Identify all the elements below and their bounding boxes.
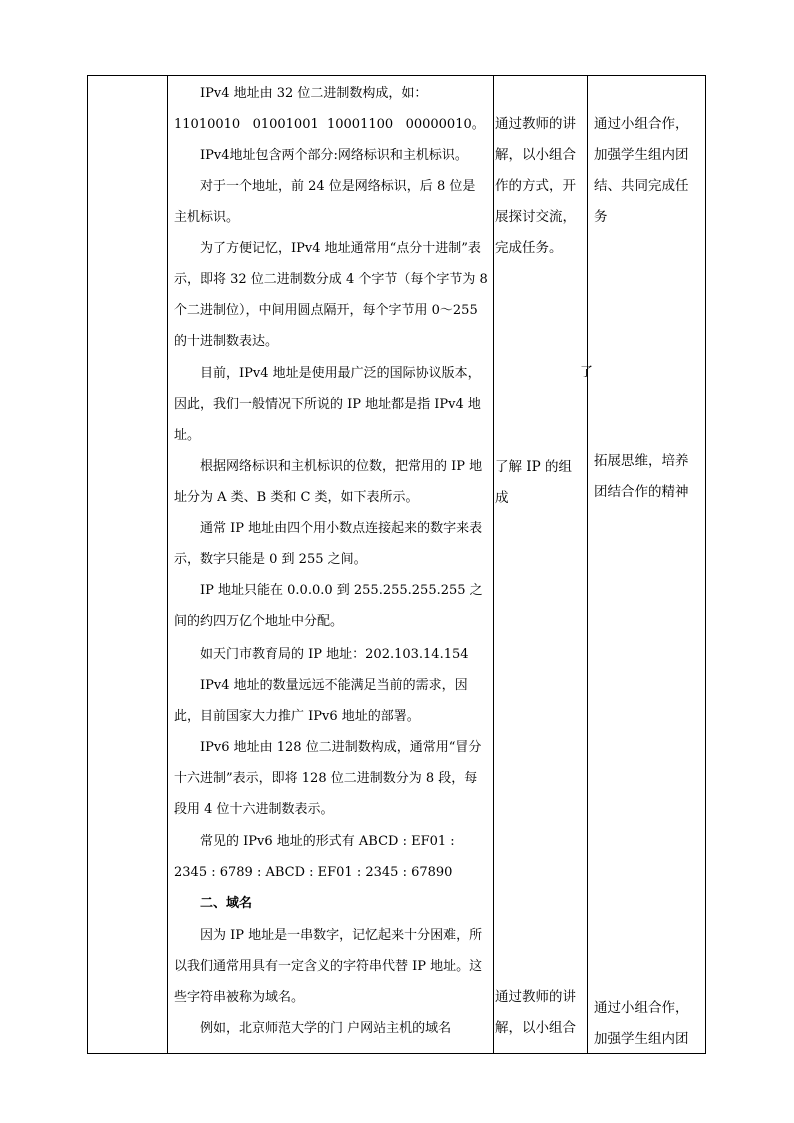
paragraph-ipv4-bits: IPv4 地址由 32 位二进制数构成，如：	[200, 86, 428, 101]
paragraph-ipv6-format: IPv6 地址由 128 位二进制数构成，通常用“冒分十六进制”表示，即将 128 位二进制数分为 8 段，每段用 4 位十六进制数表示。	[174, 740, 482, 817]
design-intent-3: 通过小组合作，加强学生组内团	[594, 1000, 689, 1047]
paragraph-address-range: IP 地址只能在 0.0.0.0 到 255.255.255.255 之间的约四万亿个地址中分配。	[174, 583, 483, 629]
lesson-plan-table	[87, 75, 706, 1054]
teacher-activity-2: 了解 IP 的组成	[495, 459, 572, 506]
paragraph-two-parts: IPv4地址包含两个部分:网络标识和主机标识。	[200, 148, 468, 163]
section-heading-domain: 二、域名	[200, 896, 253, 911]
design-intent-1: 通过小组合作，加强学生组内团结、共同完成任务	[594, 116, 689, 225]
paragraph-ipv4-widely-used: 目前，IPv4 地址是使用最广泛的国际协议版本，因此，我们一般情况下所说的 IP 地址都是指 IPv4 地址。	[174, 366, 481, 443]
paragraph-example-ip: 如天门市教育局的 IP 地址：202.103.14.154	[200, 647, 469, 662]
stray-character: 了	[580, 365, 594, 380]
paragraph-ipv6-example: 常见的 IPv6 地址的形式有 ABCD : EF01 : 2345 : 6789 : ABCD : EF01 : 2345 : 67890	[174, 834, 459, 880]
paragraph-domain-example: 例如，北京师范大学的门 户网站主机的域名	[200, 1021, 452, 1036]
teacher-activity-3: 通过教师的讲解，以小组合	[495, 989, 576, 1036]
paragraph-ipv6-promotion: IPv4 地址的数量远远不能满足当前的需求，因此，目前国家大力推广 IPv6 地址的部署。	[174, 678, 468, 724]
paragraph-binary-example: 11010010 01001001 10001100 00000010。	[174, 117, 485, 132]
column-divider-2	[493, 76, 494, 1053]
paragraph-four-numbers: 通常 IP 地址由四个用小数点连接起来的数字来表示，数字只能是 0 到 255 之间。	[174, 521, 483, 567]
column-divider-3	[587, 76, 588, 1053]
paragraph-dotted-decimal: 为了方便记忆，IPv4 地址通常用“点分十进制”表示，即将 32 位二进制数分成 4 个字节（每个字节为 8 个二进制位），中间用圆点隔开，每个字节用 0～255 的十进制数表达。	[174, 241, 492, 349]
paragraph-network-host: 对于一个地址，前 24 位是网络标识，后 8 位是主机标识。	[174, 179, 476, 225]
paragraph-abc-classes: 根据网络标识和主机标识的位数，把常用的 IP 地址分为 A 类、B 类和 C 类，如下表所示。	[174, 459, 483, 505]
paragraph-domain-intro: 因为 IP 地址是一串数字，记忆起来十分困难，所以我们通常用具有一定含义的字符串代替 IP 地址。这些字符串被称为域名。	[174, 928, 483, 1005]
column-divider-1	[167, 76, 168, 1053]
teacher-activity-1: 通过教师的讲解，以小组合作的方式，开展探讨交流，完成任务。	[495, 116, 576, 256]
design-intent-2: 拓展思维，培养团结合作的精神	[594, 453, 689, 500]
